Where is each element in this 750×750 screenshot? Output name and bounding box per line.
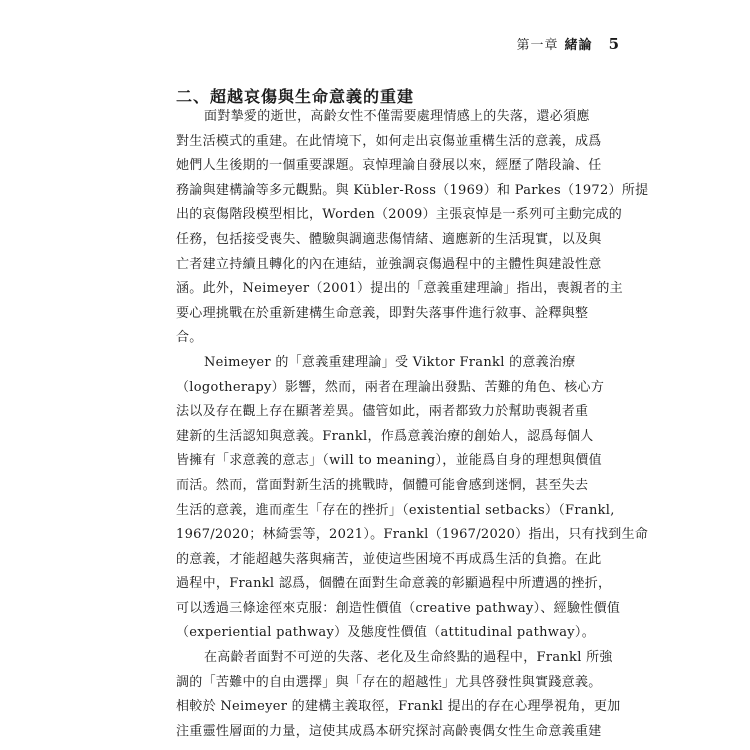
- text-line: 她們人生後期的一個重要課題。哀悼理論自發展以來，經歷了階段論、任: [176, 158, 602, 174]
- section-heading: 二、超越哀傷與生命意義的重建: [176, 87, 415, 106]
- text-line: 調的「苦難中的自由選擇」與「存在的超越性」尤具啓發性與實踐意義。: [176, 674, 602, 690]
- text-line: 對生活模式的重建。在此情境下，如何走出哀傷並重構生活的意義，成爲: [176, 133, 602, 149]
- paragraph-1: [176, 105, 649, 351]
- text-line: 相較於 Neimeyer 的建構主義取徑，Frankl 提出的存在心理學視角，更加: [176, 699, 621, 715]
- text-line: 皆擁有「求意義的意志」（will to meaning），並能爲自身的理想與價值: [176, 453, 602, 469]
- text-line: 過程中，Frankl 認爲，個體在面對生命意義的彰顯過程中所遭遇的挫折，: [176, 576, 612, 592]
- text-line: （experiential pathway）及態度性價值（attitudinal pathway）。: [176, 625, 596, 641]
- text-line: 1967/2020；林綺雲等，2021）。Frankl（1967/2020）指出，只有找到生命: [176, 527, 649, 543]
- running-header: [517, 34, 620, 53]
- text-line: 務論與建構論等多元觀點。與 Kübler-Ross（1969）和 Parkes（1972）所提: [176, 182, 649, 198]
- text-line: 涵。此外，Neimeyer（2001）提出的「意義重建理論」指出，喪親者的主: [176, 281, 623, 297]
- text-line: （logotherapy）影響，然而，兩者在理論出發點、苦難的角色、核心方: [176, 379, 605, 395]
- chapter-title: 緒論: [564, 38, 593, 53]
- text-line: 合。: [176, 330, 203, 346]
- text-line: 建新的生活認知與意義。Frankl，作爲意義治療的創始人，認爲每個人: [176, 428, 594, 444]
- text-line: 注重靈性層面的力量，這使其成爲本研究探討高齡喪偶女性生命意義重建: [176, 723, 602, 739]
- text-line: 任務，包括接受喪失、體驗與調適悲傷情緒、適應新的生活現實，以及與: [176, 231, 602, 247]
- text-line: 生活的意義，進而產生「存在的挫折」（existential setbacks）（Frankl,: [176, 502, 615, 518]
- text-line: 亡者建立持續且轉化的內在連結，並強調哀傷過程中的主體性與建設性意: [176, 256, 602, 272]
- text-line: 面對摯愛的逝世，高齡女性不僅需要處理情感上的失落，還必須應: [204, 109, 590, 124]
- text-line: 可以透過三條途徑來克服：創造性價值（creative pathway）、經驗性價值: [176, 600, 621, 616]
- text-line: Neimeyer 的「意義重建理論」受 Viktor Frankl 的意義治療: [204, 354, 576, 370]
- text-line: 法以及存在觀上存在顯著差異。儘管如此，兩者都致力於幫助喪親者重: [176, 404, 589, 420]
- chapter-label: 第一章: [516, 38, 559, 53]
- text-line: 而活。然而，當面對新生活的挑戰時，個體可能會感到迷惘，甚至失去: [176, 477, 589, 493]
- paragraph-2: [176, 351, 649, 646]
- paragraph-3: [176, 646, 621, 744]
- text-line: 的意義，才能超越失落與痛苦，並使這些困境不再成爲生活的負擔。在此: [176, 551, 602, 567]
- body-text: [176, 105, 649, 744]
- text-line: 在高齡者面對不可逆的失落、老化及生命終點的過程中，Frankl 所強: [204, 650, 613, 666]
- page-number: 5: [608, 35, 620, 53]
- text-line: 出的哀傷階段模型相比，Worden（2009）主張哀悼是一系列可主動完成的: [176, 207, 623, 223]
- text-line: 要心理挑戰在於重新建構生命意義，即對失落事件進行敘事、詮釋與整: [176, 305, 589, 321]
